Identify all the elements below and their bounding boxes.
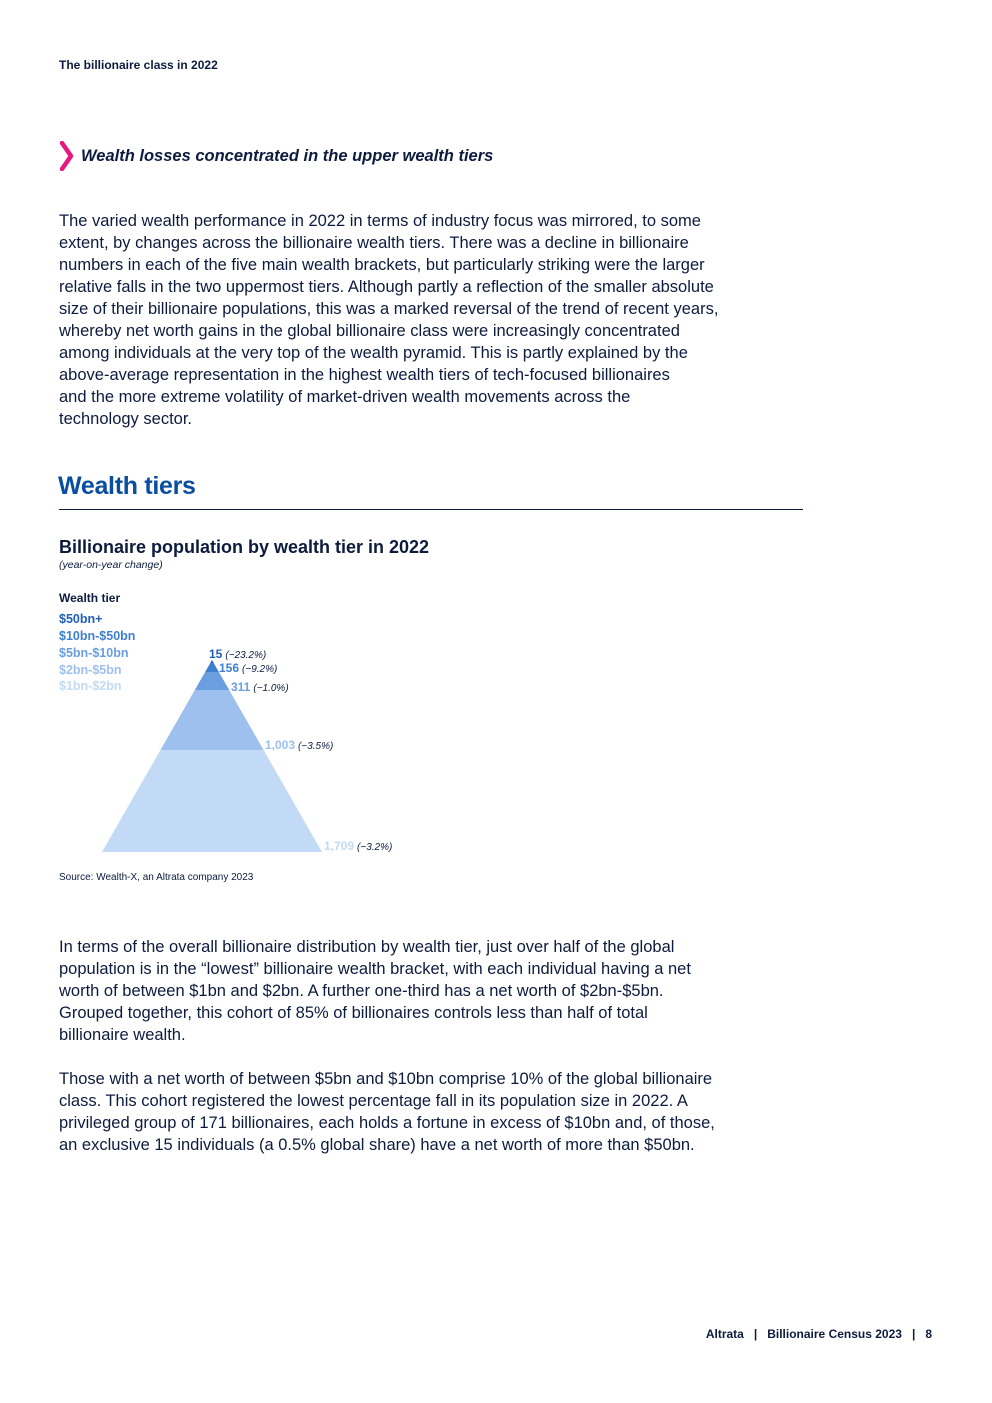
legend-item-2bn-5bn: $2bn-$5bn: [59, 663, 122, 677]
tier-value-label: [231, 680, 289, 694]
footer-brand: Altrata: [705, 1327, 744, 1341]
chart-source: Source: Wealth-X, an Altrata company 2023: [59, 872, 254, 883]
callout-heading: Wealth losses concentrated in the upper wealth tiers: [81, 146, 494, 165]
tier-change: (−23.2%): [225, 650, 267, 661]
tier-value: 1,709: [324, 839, 355, 853]
footer-page-number: 8: [925, 1327, 932, 1341]
pyramid-tier-5: [102, 750, 322, 852]
running-header: The billionaire class in 2022: [59, 58, 218, 72]
legend-item-5bn-10bn: $5bn-$10bn: [59, 646, 129, 660]
tier-change: (−3.5%): [298, 741, 334, 752]
chart-subtitle: (year-on-year change): [59, 559, 163, 571]
section-heading: Wealth tiers: [58, 472, 196, 500]
tier-value-label: [324, 839, 392, 853]
footer-publication: Billionaire Census 2023: [767, 1327, 902, 1341]
tier-value: 1,003: [265, 738, 296, 752]
pyramid-tier-2: [205, 663, 219, 672]
tier-value-label: [209, 647, 266, 661]
legend-item-1bn-2bn: $1bn-$2bn: [59, 679, 122, 693]
tier-value: 15: [209, 647, 223, 661]
legend-item-10bn-50bn: $10bn-$50bn: [59, 629, 136, 643]
chart-title: Billionaire population by wealth tier in 2022: [59, 537, 430, 557]
tier-value: 311: [231, 680, 251, 694]
legend-title: Wealth tier: [59, 591, 121, 605]
legend-item-50bn-plus: $50bn+: [59, 612, 103, 626]
tier-change: (−9.2%): [242, 664, 278, 675]
tier-change: (−3.2%): [357, 842, 393, 853]
tier-value: 156: [219, 661, 240, 675]
pyramid-tier-4: [160, 690, 263, 750]
tier-change: (−1.0%): [253, 683, 289, 694]
page-footer: Altrata | Billionaire Census 2023 | 8: [705, 1327, 932, 1341]
intro-paragraph: The varied wealth performance in 2022 in terms of industry focus was mirrored, to some extent, by changes across the billionaire wealth tiers. There was a decline in billionaire numbers in each of the five main wealth brackets, but particularly striking were the larger relative falls in the two uppermost tiers. Although partly a reflection of the smaller absolute size of their billionaire populations, this was a marked reversal of the trend of recent years, whereby net worth gains in the global billionaire class were increasingly concentrated among individuals at the very top of the wealth pyramid. This is partly explained by the above-average representation in the highest wealth tiers of tech-focused billionaires and the more extreme volatility of market-driven wealth movements across the technology sector.: [59, 212, 719, 428]
body-paragraph-1: In terms of the overall billionaire distribution by wealth tier, just over half of the global population is in the “lowest” billionaire wealth bracket, with each individual having a net worth of between $1bn and $2bn. A further one-third has a net worth of $2bn-$5bn. Grouped together, this cohort of 85% of billionaires controls less than half of total billionaire wealth.: [59, 938, 691, 1044]
tier-value-label: [219, 661, 277, 675]
body-paragraph-2: Those with a net worth of between $5bn and $10bn comprise 10% of the global billionaire class. This cohort registered the lowest percentage fall in its population size in 2022. A privileged group of 171 billionaires, each holds a fortune in excess of $10bn and, of those, an exclusive 15 individuals (a 0.5% global share) have a net worth of more than $50bn.: [59, 1070, 715, 1154]
tier-value-label: [265, 738, 333, 752]
